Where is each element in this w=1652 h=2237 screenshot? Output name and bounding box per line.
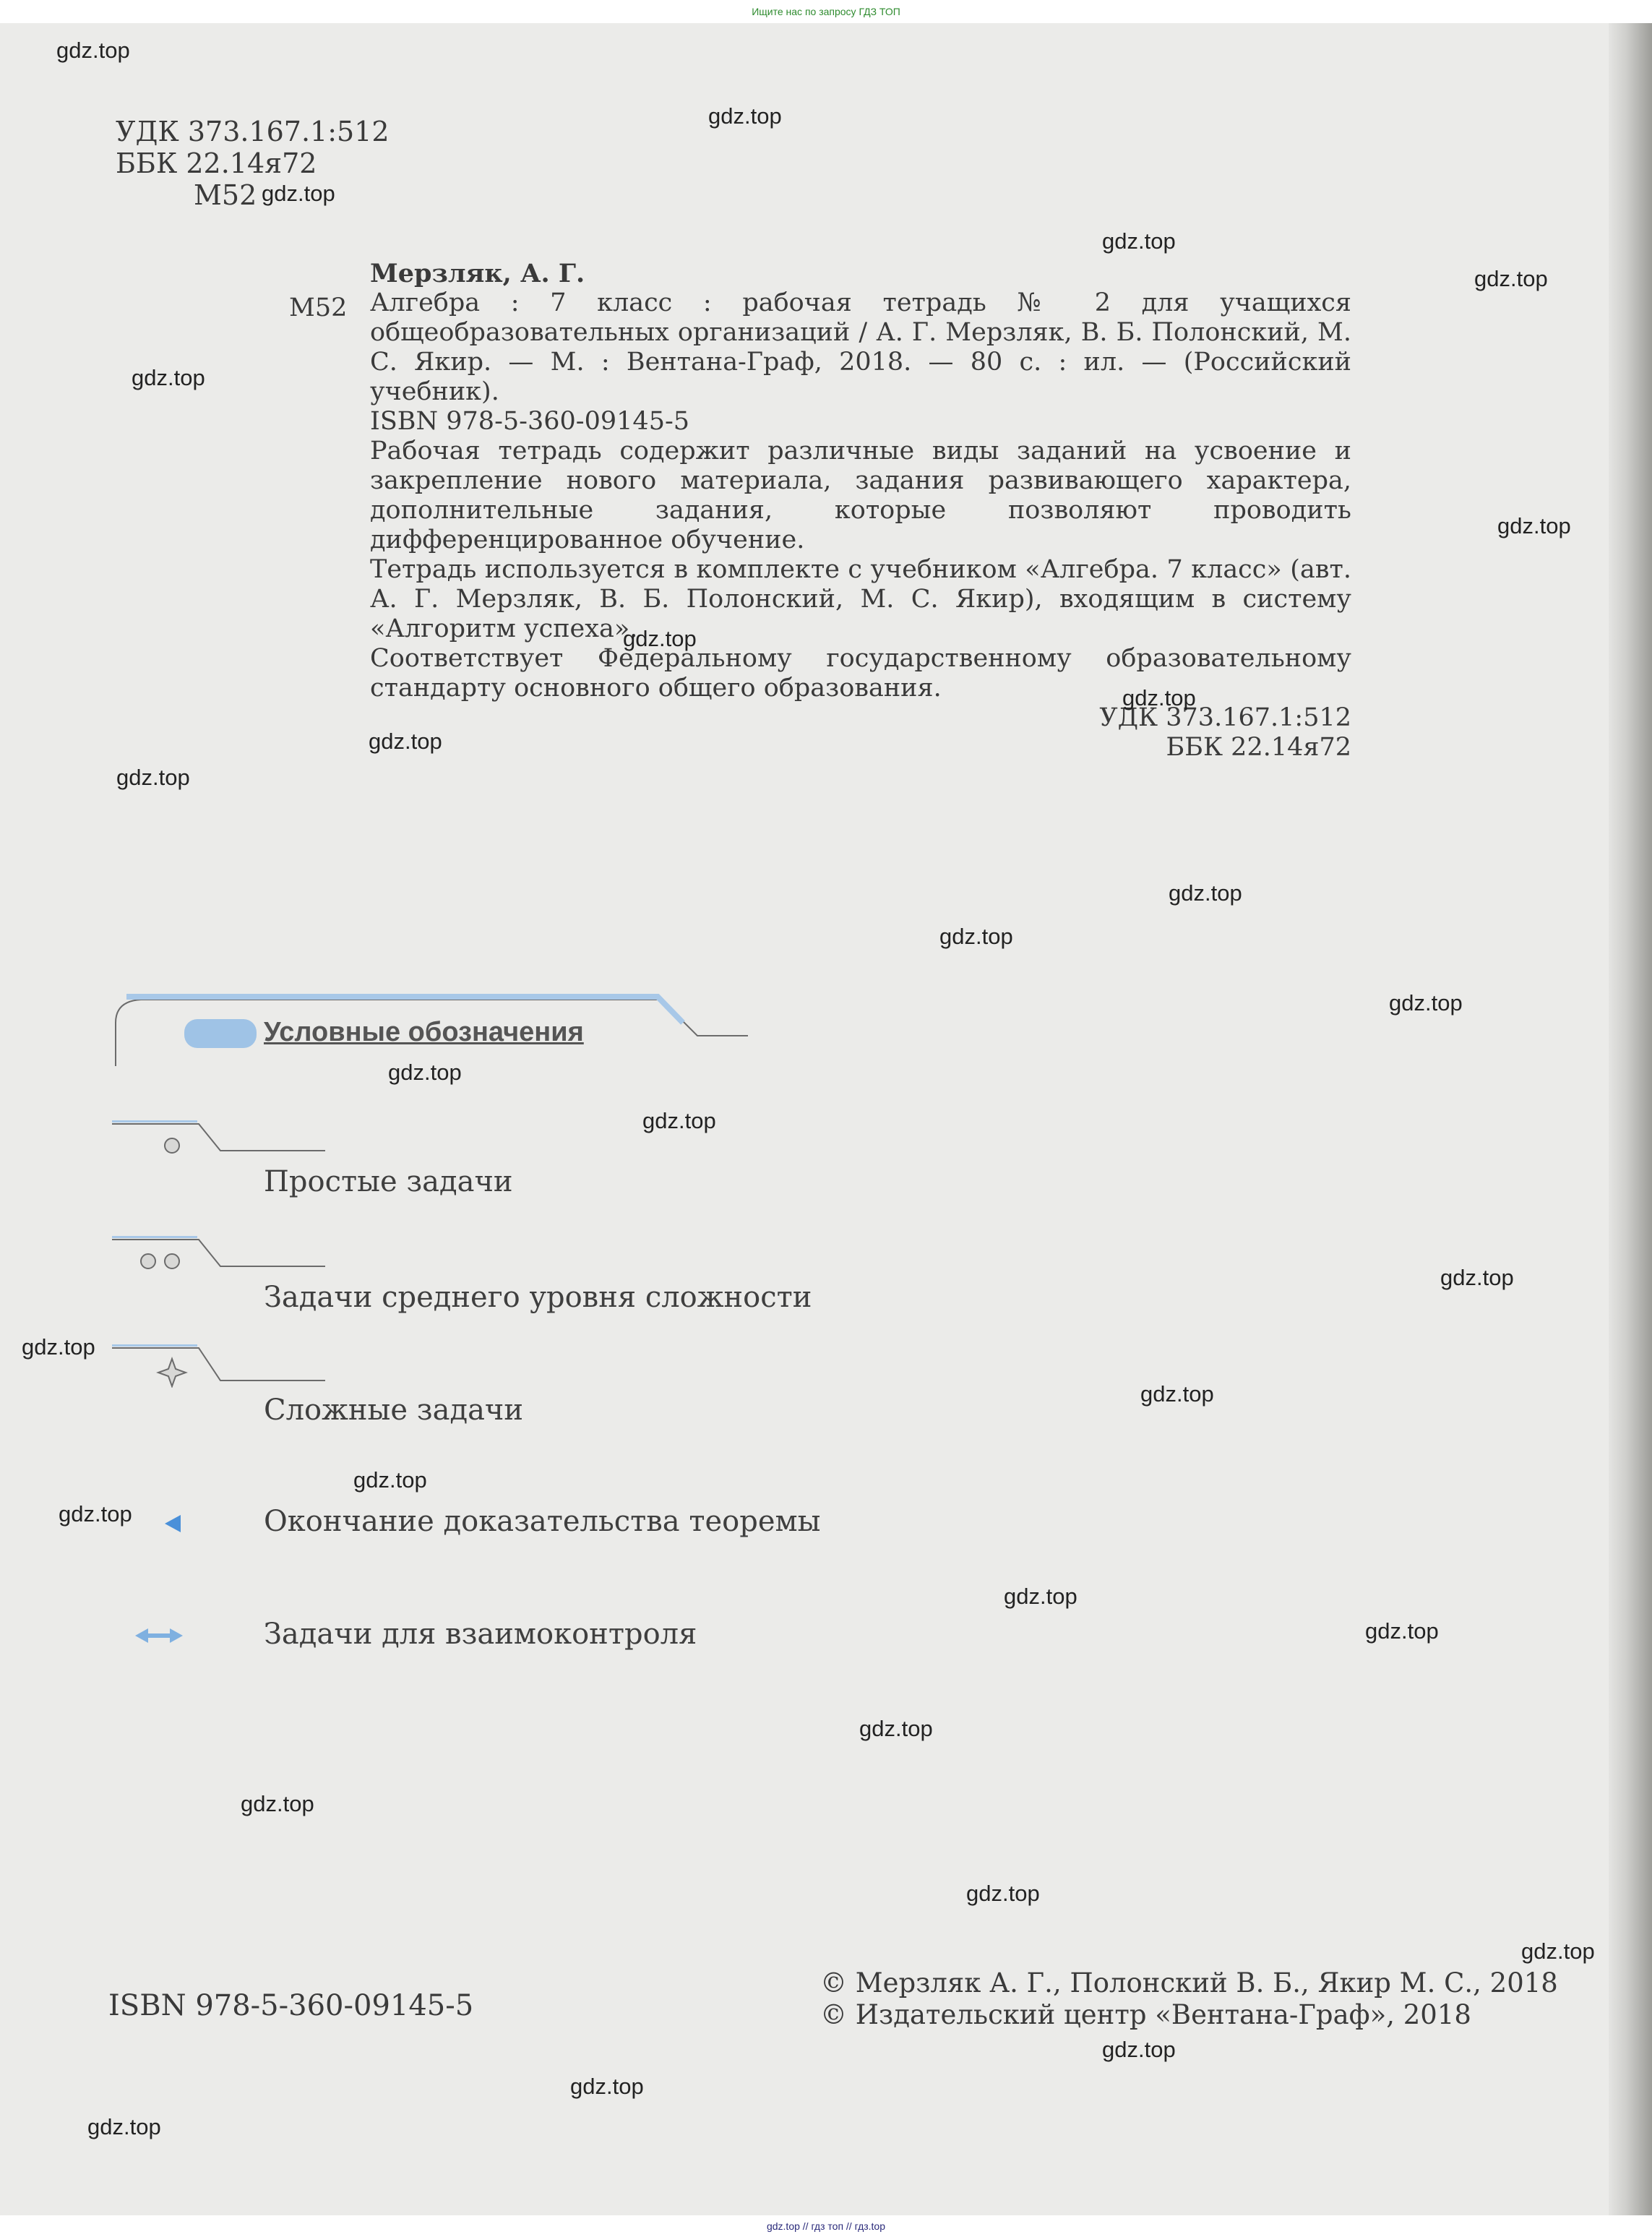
udk-code: УДК 373.167.1:512 (116, 116, 390, 147)
catalog-codes (116, 116, 390, 211)
legend-item-proof-end: Окончание доказательства теоремы (264, 1505, 821, 1538)
watermark[interactable]: gdz.top (642, 1108, 716, 1133)
bibliography-isbn: ISBN 978-5-360-09145-5 (370, 407, 690, 436)
triangle-icon (163, 1513, 184, 1534)
watermark[interactable]: gdz.top (262, 181, 335, 206)
watermark[interactable]: gdz.top (623, 626, 697, 651)
bibliography-code: М52 (289, 293, 348, 322)
watermark[interactable]: gdz.top (1004, 1584, 1077, 1609)
legend-item-hard: Сложные задачи (264, 1394, 524, 1427)
watermark[interactable]: gdz.top (59, 1501, 132, 1527)
watermark[interactable]: gdz.top (1440, 1265, 1514, 1290)
watermark[interactable]: gdz.top (241, 1791, 314, 1816)
one-circle-icon (112, 1120, 329, 1156)
annotation-paragraph-1: Рабочая тетрадь содержит различные виды заданий на усвоение и закрепление нового материала, задания развивающего характера, дополнительные задания, которые позволяют проводить дифференцированное обучение. (370, 437, 1351, 554)
watermark[interactable]: gdz.top (1169, 880, 1242, 906)
copyright-authors: © Мерзляк А. Г., Полонский В. Б., Якир М. С., 2018 (820, 1967, 1558, 1998)
legend-badge-icon (184, 1019, 257, 1048)
star-icon (112, 1344, 329, 1388)
copyright-block (820, 1967, 1558, 2031)
isbn-bottom: ISBN 978-5-360-09145-5 (108, 1989, 474, 2022)
legend-item-mutual-control: Задачи для взаимоконтроля (264, 1618, 697, 1651)
legend-title: Условные обозначения (264, 1017, 584, 1047)
watermark[interactable]: gdz.top (859, 1716, 933, 1741)
watermark[interactable]: gdz.top (1122, 685, 1196, 710)
two-circles-icon (112, 1236, 329, 1272)
watermark[interactable]: gdz.top (353, 1467, 427, 1493)
watermark[interactable]: gdz.top (1140, 1381, 1214, 1407)
annotation-paragraph-2: Тетрадь используется в комплекте с учебником «Алгебра. 7 класс» (авт. А. Г. Мерзляк, В. Б. Полонский, М. С. Якир), входящим в систему «Алгоритм успеха». (370, 555, 1351, 643)
watermark[interactable]: gdz.top (87, 2114, 161, 2139)
watermark[interactable]: gdz.top (939, 924, 1013, 949)
bbk-code: ББК 22.14я72 (116, 147, 317, 179)
watermark[interactable]: gdz.top (1365, 1618, 1439, 1644)
bottom-banner[interactable]: gdz.top // гдз топ // гдз.top (0, 2215, 1652, 2237)
watermark[interactable]: gdz.top (22, 1334, 95, 1360)
watermark[interactable]: gdz.top (1497, 513, 1571, 538)
top-banner[interactable]: Ищите нас по запросу ГДЗ ТОП (0, 0, 1652, 23)
author-name: Мерзляк, А. Г. (370, 259, 585, 288)
watermark[interactable]: gdz.top (1474, 266, 1548, 291)
watermark[interactable]: gdz.top (388, 1060, 462, 1085)
copyright-publisher: © Издательский центр «Вентана-Граф», 2018 (820, 1999, 1471, 2030)
bibliography-entry: Алгебра : 7 класс : рабочая тетрадь № 2 для учащихся общеобразовательных организаций / А. Г. Мерзляк, В. Б. Полонский, М. С. Якир. — М. : Вентана-Граф, 2018. — 80 с. : ил. — (Российский учебник). (370, 288, 1351, 406)
watermark[interactable]: gdz.top (1521, 1938, 1595, 1964)
watermark[interactable]: gdz.top (966, 1881, 1040, 1906)
annotation-paragraph-3: Соответствует Федеральному государственному образовательному стандарту основного общего образования. (370, 644, 1351, 703)
legend-item-medium: Задачи среднего уровня сложности (264, 1281, 812, 1314)
legend-item-simple: Простые задачи (264, 1165, 513, 1198)
watermark[interactable]: gdz.top (1389, 990, 1463, 1016)
bibliography-bbk: ББК 22.14я72 (1166, 733, 1351, 762)
watermark[interactable]: gdz.top (708, 103, 782, 129)
bibliography-udk: УДК 373.167.1:512 (1099, 703, 1351, 732)
watermark[interactable]: gdz.top (1102, 228, 1176, 254)
double-arrow-icon (134, 1625, 184, 1646)
watermark[interactable]: gdz.top (56, 38, 130, 63)
watermark[interactable]: gdz.top (116, 765, 190, 790)
watermark[interactable]: gdz.top (369, 729, 442, 754)
watermark[interactable]: gdz.top (1102, 2037, 1176, 2062)
page-edge-shadow (1609, 0, 1652, 2237)
author-mark: М52 (194, 179, 257, 211)
watermark[interactable]: gdz.top (570, 2074, 644, 2099)
watermark[interactable]: gdz.top (132, 365, 205, 390)
